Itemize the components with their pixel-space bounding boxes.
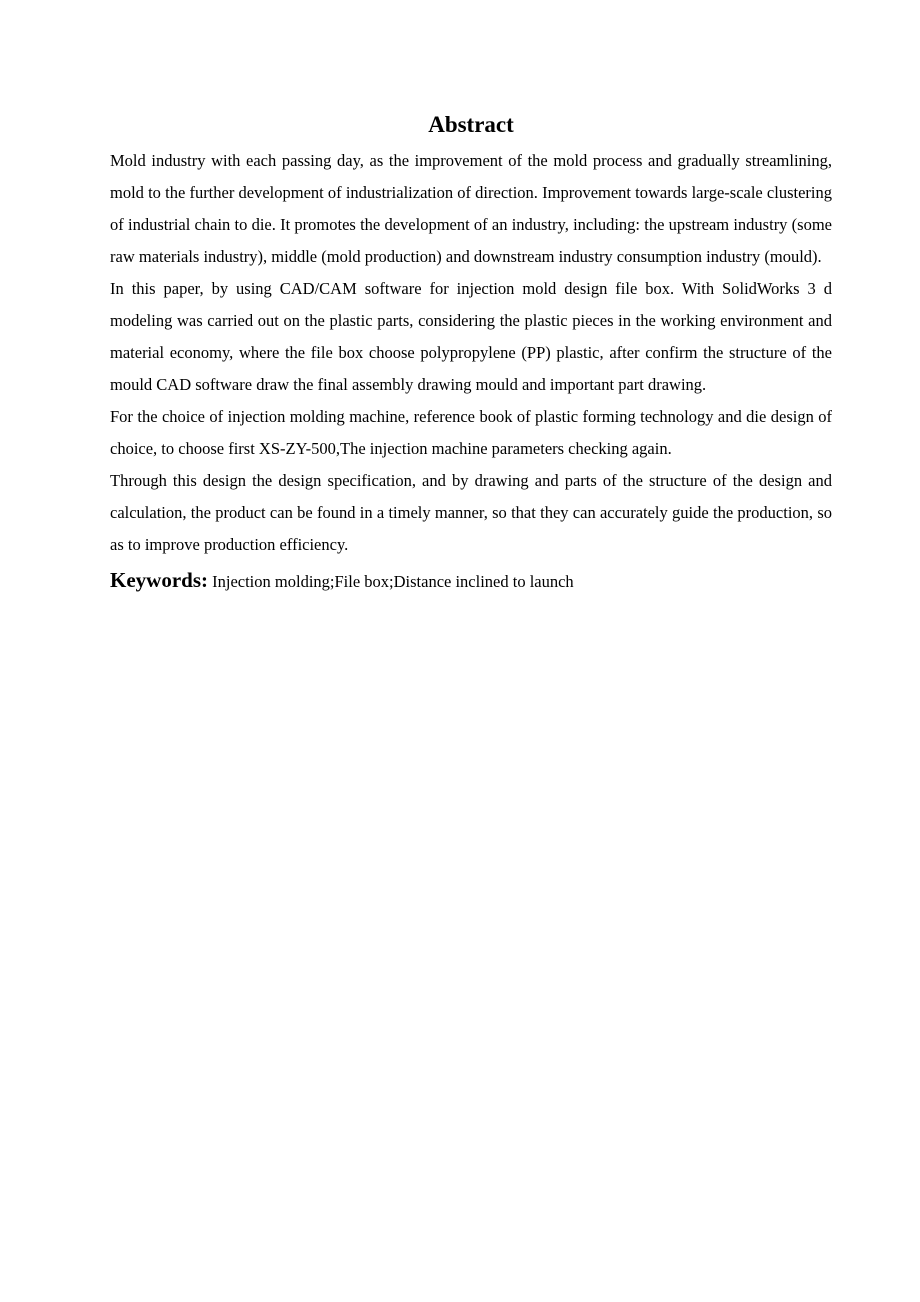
keywords-label: Keywords:: [110, 568, 208, 592]
keywords-line: [110, 563, 832, 599]
abstract-section: [110, 108, 832, 599]
abstract-paragraph-4: Through this design the design specification, and by drawing and parts of the structure of the design and calculation, the product can be found in a timely manner, so that they can accurately guide the production, so as to improve production efficiency.: [110, 471, 832, 554]
abstract-paragraph-1: Mold industry with each passing day, as the improvement of the mold process and gradually streamlining, mold to the further development of industrialization of direction. Improvement towards large-scale clustering of industrial chain to die. It promotes the development of an industry, including: the upstream industry (some raw materials industry), middle (mold production) and downstream industry consumption industry (mould).: [110, 151, 832, 266]
abstract-title: Abstract: [428, 112, 514, 137]
keywords-text: Injection molding;File box;Distance inclined to launch: [208, 572, 574, 591]
abstract-paragraph-3: For the choice of injection molding machine, reference book of plastic forming technology and die design of choice, to choose first XS-ZY-500,The injection machine parameters checking again.: [110, 407, 832, 458]
abstract-paragraph-2: In this paper, by using CAD/CAM software for injection mold design file box. With SolidWorks 3 d modeling was carried out on the plastic parts, considering the plastic pieces in the working environment and material economy, where the file box choose polypropylene (PP) plastic, after confirm the structure of the mould CAD software draw the final assembly drawing mould and important part drawing.: [110, 279, 832, 394]
